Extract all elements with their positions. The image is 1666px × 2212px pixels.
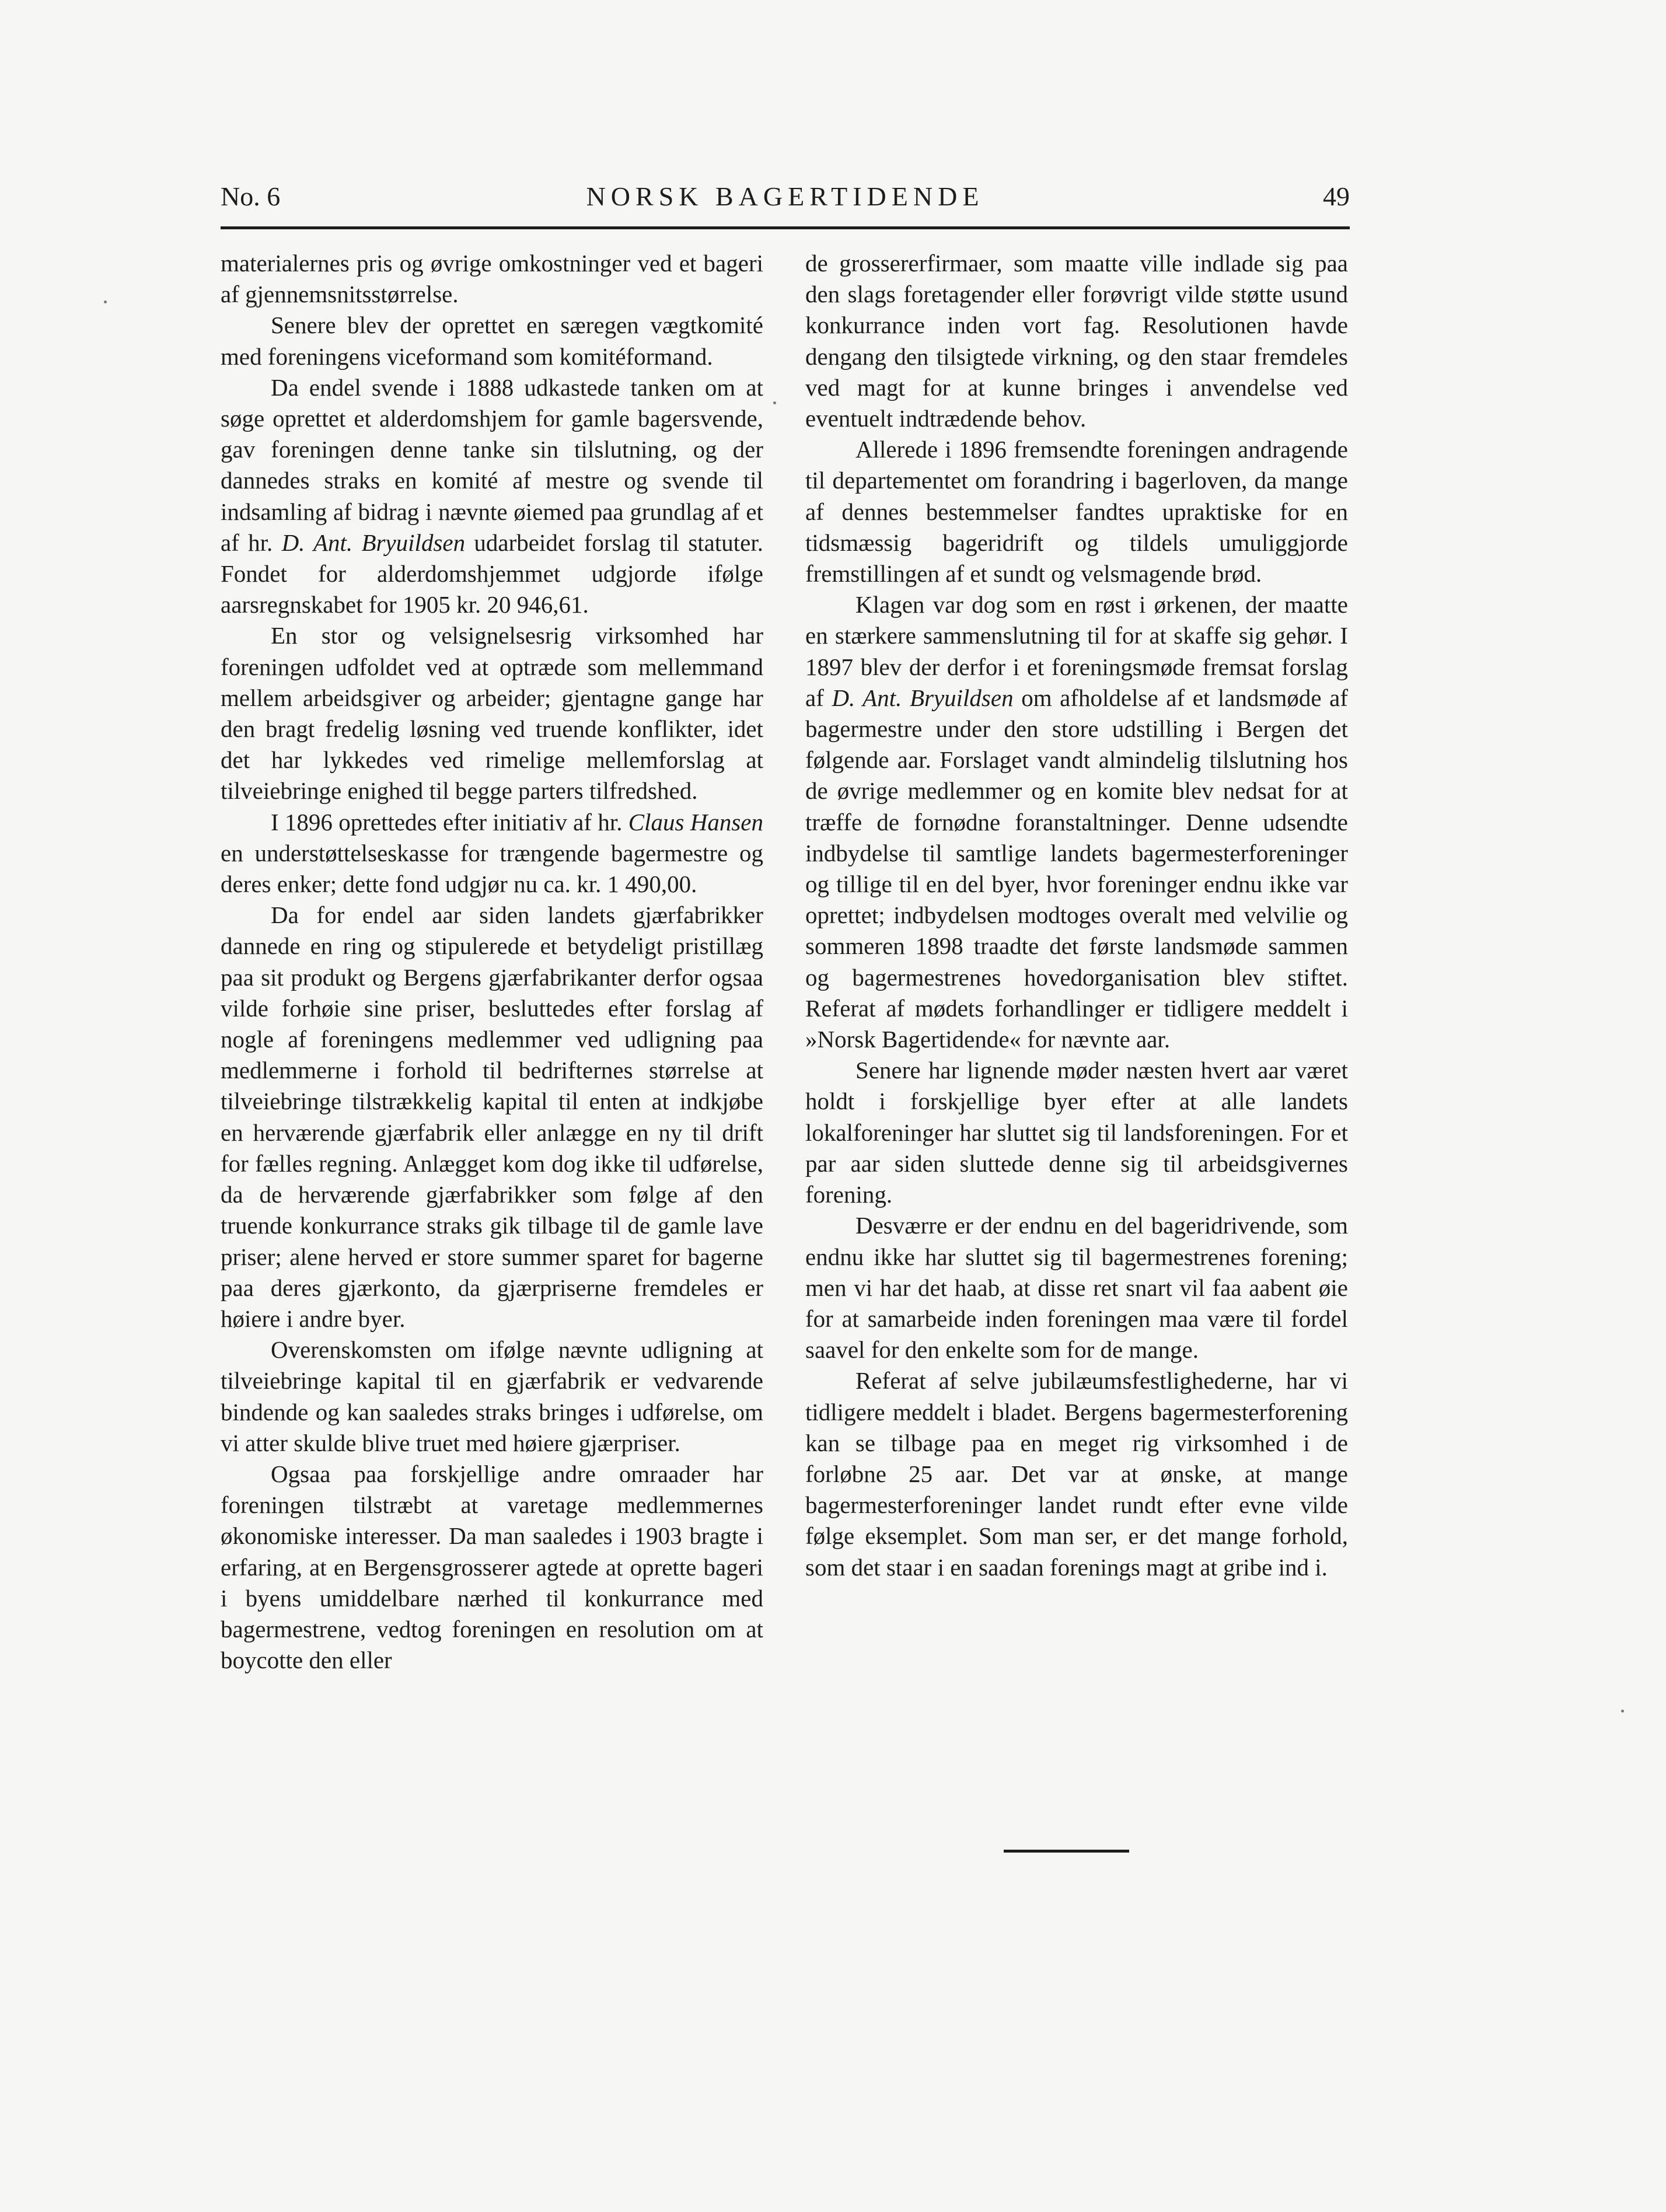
paragraph: En stor og velsignelsesrig virksomhed har foreningen udfoldet ved at optræde som mellemmand mellem arbeidsgiver og arbeider; gjentagne gange har den bragt fredelig løsning ved truende konflikter, idet det har lykkedes ved rimelige mellemforslag at tilveiebringe enighed til begge parters tilfredshed. xyxy=(221,622,763,805)
print-speck xyxy=(1621,1710,1624,1713)
paragraph: Da for endel aar siden landets gjærfabrikker dannede en ring og stipulerede et betydeligt pristillæg paa sit produkt og Bergens gjærfabrikanter derfor ogsaa vilde forhøie sine priser, besluttedes efter forslag af nogle af foreningens medlemmer ved udligning paa medlemmerne i forhold til bedrifternes størrelse at tilveiebringe tilstrækkelig kapital til enten at indkjøbe en herværende gjærfabrik eller anlægge en ny til drift for fælles regning. Anlægget kom dog ikke til udførelse, da de herværende gjærfabrikker som følge af den truende konkurrance straks gik tilbage til de gamle lave priser; alene herved er store summer sparet for bagerne paa deres gjærkonto, da gjærpriserne fremdeles er høiere i andre byer. xyxy=(221,901,763,1332)
print-speck xyxy=(104,300,107,303)
publication-title: NORSK BAGERTIDENDE xyxy=(586,181,984,211)
print-speck xyxy=(773,401,776,404)
paragraph xyxy=(221,372,763,621)
paragraph: Referat af selve jubilæumsfestlighederne, har vi tidligere meddelt i bladet. Bergens bagermesterforening kan se tilbage paa en meget rig virksomhed i de forløbne 25 aar. Det var at ønske, at mange bagermesterforeninger landet rundt efter evne vilde følge eksemplet. Som man ser, er det mange forhold, som det staar i en saadan forenings magt at gribe ind i. xyxy=(805,1367,1348,1581)
paragraph xyxy=(221,807,763,900)
text-run: I 1896 oprettedes efter initiativ af hr. xyxy=(271,808,628,836)
right-column xyxy=(805,248,1348,1583)
person-name: D. Ant. Bryuildsen xyxy=(281,529,466,556)
paragraph: Desværre er der endnu en del bageridrivende, som endnu ikke har sluttet sig til bagermestrenes forening; men vi har det haab, at disse ret snart vil faa aabent øie for at samarbeide inden foreningen maa være til fordel saavel for den enkelte som for de mange. xyxy=(805,1212,1348,1364)
page-number: 49 xyxy=(1323,181,1350,211)
page-header xyxy=(221,181,1350,216)
left-column xyxy=(221,248,763,1676)
paragraph: materialernes pris og øvrige omkostninger ved et bageri af gjennemsnitsstørrelse. xyxy=(221,250,763,308)
paragraph: de grossererfirmaer, som maatte ville indlade sig paa den slags foretagender eller forøvrigt vilde støtte usund konkurrance inden vort fag. Resolutionen havde dengang den tilsigtede virkning, og den staar fremdeles ved magt for at kunne bringes i anvendelse ved eventuelt indtrædende behov. xyxy=(805,250,1348,432)
text-run: udarbeidet forslag til statuter. Fondet for alderdomshjemmet udgjorde ifølge aarsregnskabet for 1905 kr. 20 946,61. xyxy=(221,529,763,618)
paragraph xyxy=(805,589,1348,1055)
text-run: Da endel svende i 1888 udkastede tanken om at søge oprettet et alderdomshjem for gamle bagersvende, gav foreningen denne tanke sin tilslutning, og der dannedes straks en komité af mestre og svende til indsamling af bidrag i nævnte øiemed paa grundlag af et af hr. xyxy=(221,373,763,556)
issue-number: No. 6 xyxy=(221,181,281,211)
article-end-rule xyxy=(1004,1850,1129,1853)
paragraph: Senere blev der oprettet en særegen vægtkomité med foreningens viceformand som komitéformand. xyxy=(221,312,763,370)
text-run: Klagen var dog som en røst i ørkenen, der maatte en stærkere sammenslutning til for at skaffe sig gehør. I 1897 blev der derfor i et foreningsmøde fremsat forslag af xyxy=(805,591,1348,711)
paragraph: Ogsaa paa forskjellige andre omraader har foreningen tilstræbt at varetage medlemmernes økonomiske interesser. Da man saaledes i 1903 bragte i erfaring, at en Bergensgrosserer agtede at oprette bageri i byens umiddelbare nærhed til konkurrance med bagermestrene, vedtog foreningen en resolution om at boycotte den eller xyxy=(221,1460,763,1674)
person-name: D. Ant. Bryuildsen xyxy=(832,684,1014,711)
text-run: en understøttelseskasse for trængende bagermestre og deres enker; dette fond udgjør nu ca. kr. 1 490,00. xyxy=(221,839,763,898)
paragraph: Allerede i 1896 fremsendte foreningen andragende til departementet om forandring i bagerloven, da mange af dennes bestemmelser fandtes upraktiske for en tidsmæssig bageridrift og tildels umuliggjorde fremstillingen af et sundt og velsmagende brød. xyxy=(805,436,1348,588)
paragraph: Senere har lignende møder næsten hvert aar været holdt i forskjellige byer efter at alle landets lokalforeninger har sluttet sig til landsforeningen. For et par aar siden sluttede denne sig til arbeidsgivernes forening. xyxy=(805,1057,1348,1208)
person-name: Claus Hansen xyxy=(628,808,763,836)
paragraph: Overenskomsten om ifølge nævnte udligning at tilveiebringe kapital til en gjærfabrik er vedvarende bindende og kan saaledes straks bringes i udførelse, om vi atter skulde blive truet med høiere gjærpriser. xyxy=(221,1336,763,1456)
header-rule xyxy=(221,226,1350,229)
text-run: om afholdelse af et landsmøde af bagermestre under den store udstilling i Bergen det følgende aar. Forslaget vandt almindelig tilslutning hos de øvrige medlemmer og en komite blev nedsat for at træffe de fornødne foranstaltninger. Denne udsendte indbydelse til samtlige landets bagermesterforeninger og tillige til en del byer, hvor foreninger endnu ikke var oprettet; indbydelsen modtoges overalt med velvilie og sommeren 1898 traadte det første landsmøde sammen og bagermestrenes hovedorganisation blev stiftet. Referat af mødets forhandlinger er tidligere meddelt i »Norsk Bagertidende« for nævnte aar. xyxy=(805,684,1348,1053)
